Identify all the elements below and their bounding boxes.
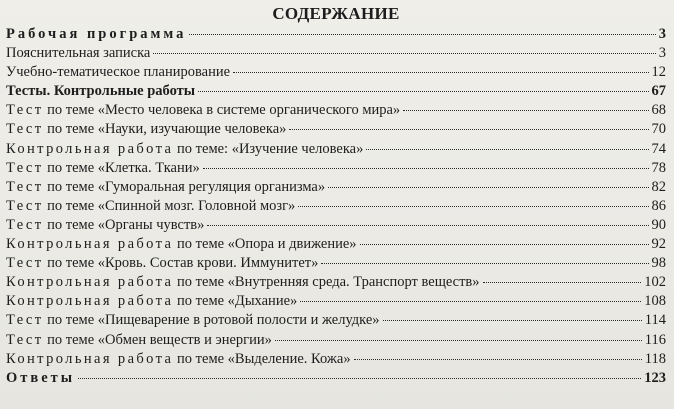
toc-entry-text: по теме «Внутренняя среда. Транспорт веществ» (173, 274, 480, 291)
toc-entry-label (6, 83, 195, 100)
toc-entry-label (6, 332, 272, 349)
toc-entry-lead: Контрольная работа (6, 293, 174, 310)
toc-entry-text: по теме: «Изучение человека» (173, 140, 364, 157)
toc-entry-lead: Контрольная работа (6, 236, 174, 253)
toc-page-number: 70 (651, 121, 666, 138)
dot-leader (360, 244, 649, 245)
toc-entry-lead: Контрольная работа (6, 140, 174, 157)
dot-leader (403, 110, 648, 111)
toc-entry (6, 370, 666, 389)
toc-entry-lead: Тест (6, 255, 44, 272)
toc-entry-lead: Рабочая программа (6, 26, 187, 42)
dot-leader (300, 301, 641, 302)
toc-entry (6, 312, 666, 331)
dot-leader (189, 34, 655, 35)
toc-page-number: 3 (658, 26, 666, 42)
toc-page-number: 86 (651, 197, 666, 214)
toc-entry-text: по теме «Органы чувств» (43, 216, 205, 233)
toc-entry-text: Тесты. Контрольные работы (6, 83, 196, 100)
table-of-contents (6, 26, 666, 389)
toc-entry-label (6, 45, 150, 62)
dot-leader (233, 72, 648, 73)
dot-leader (366, 149, 648, 150)
toc-entry-lead: Тест (6, 121, 44, 138)
dot-leader (328, 187, 648, 188)
dot-leader (298, 206, 648, 207)
toc-entry (6, 198, 666, 217)
toc-entry (6, 102, 666, 121)
toc-page-number: 74 (651, 140, 666, 157)
toc-entry-lead: Тест (6, 216, 44, 233)
toc-page-number: 68 (651, 102, 666, 119)
dot-leader (153, 53, 655, 54)
toc-entry-text: по теме «Дыхание» (173, 293, 298, 310)
dot-leader (78, 378, 641, 379)
toc-page-number: 108 (644, 293, 666, 310)
toc-entry-text: по теме «Науки, изучающие человека» (43, 121, 287, 138)
toc-entry-label (6, 179, 325, 196)
toc-entry (6, 121, 666, 140)
dot-leader (198, 91, 648, 92)
toc-entry-label (6, 351, 351, 368)
toc-entry-text: по теме «Опора и движение» (173, 236, 357, 253)
toc-page-number: 118 (644, 350, 666, 367)
toc-entry-text: по теме «Выделение. Кожа» (173, 350, 351, 367)
toc-entry (6, 45, 666, 64)
toc-entry-lead: Тест (6, 102, 44, 119)
toc-entry (6, 26, 666, 45)
toc-entry-lead: Тест (6, 312, 44, 329)
toc-entry-label (6, 26, 186, 43)
toc-entry-label (6, 121, 286, 138)
toc-entry (6, 141, 666, 160)
toc-entry (6, 64, 666, 83)
dot-leader (483, 282, 642, 283)
toc-entry-label (6, 64, 230, 81)
toc-page-number: 82 (651, 178, 666, 195)
toc-entry-label (6, 102, 400, 119)
dot-leader (383, 320, 642, 321)
dot-leader (203, 168, 649, 169)
toc-entry-text: по теме «Пищеварение в ротовой полости и желудке» (43, 312, 380, 329)
toc-entry (6, 274, 666, 293)
dot-leader (289, 129, 648, 130)
dot-leader (207, 225, 648, 226)
toc-entry-label (6, 312, 380, 329)
toc-entry-text: Учебно-тематическое планирование (6, 64, 231, 81)
toc-entry-label (6, 293, 297, 310)
toc-entry (6, 255, 666, 274)
toc-entry-label (6, 198, 295, 215)
toc-entry (6, 217, 666, 236)
dot-leader (354, 359, 642, 360)
toc-entry (6, 179, 666, 198)
toc-entry-text: по теме «Кровь. Состав крови. Иммунитет» (43, 255, 319, 272)
toc-entry-lead: Ответы (6, 369, 76, 386)
toc-page-number: 90 (651, 216, 666, 233)
toc-page-number: 3 (658, 45, 666, 62)
toc-page-number: 116 (644, 331, 666, 348)
toc-page-number: 114 (644, 312, 666, 329)
toc-entry-lead: Тест (6, 331, 44, 348)
toc-entry-text: по теме «Место человека в системе органического мира» (43, 102, 401, 119)
toc-entry-label (6, 370, 75, 387)
toc-page-number: 78 (651, 159, 666, 176)
toc-entry (6, 293, 666, 312)
toc-page-number: 92 (651, 236, 666, 253)
toc-entry-text: по теме «Гуморальная регуляция организма» (43, 178, 326, 195)
dot-leader (321, 263, 648, 264)
toc-page-number: 102 (644, 274, 666, 291)
toc-entry-text: Пояснительная записка (6, 45, 151, 62)
toc-entry-label (6, 217, 204, 234)
toc-entry-label (6, 274, 480, 291)
toc-entry-lead: Тест (6, 197, 44, 214)
toc-entry (6, 160, 666, 179)
toc-entry-label (6, 141, 363, 158)
toc-page-number: 123 (644, 369, 666, 386)
toc-page-number: 67 (651, 83, 666, 100)
toc-entry-label (6, 255, 318, 272)
toc-entry-lead: Контрольная работа (6, 350, 174, 367)
toc-entry-label (6, 160, 200, 177)
toc-entry-text: по теме «Спинной мозг. Головной мозг» (43, 197, 296, 214)
toc-entry (6, 83, 666, 102)
toc-entry-text: по теме «Клетка. Ткани» (43, 159, 200, 176)
toc-entry-label (6, 236, 357, 253)
page-title: СОДЕРЖАНИЕ (272, 4, 400, 23)
toc-entry (6, 351, 666, 370)
toc-page-number: 98 (651, 255, 666, 272)
toc-entry (6, 236, 666, 255)
toc-entry-lead: Тест (6, 159, 44, 176)
toc-entry (6, 332, 666, 351)
toc-entry-lead: Тест (6, 178, 44, 195)
toc-entry-lead: Контрольная работа (6, 274, 174, 291)
toc-page-number: 12 (651, 64, 666, 81)
toc-entry-text: по теме «Обмен веществ и энергии» (43, 331, 272, 348)
dot-leader (275, 340, 642, 341)
